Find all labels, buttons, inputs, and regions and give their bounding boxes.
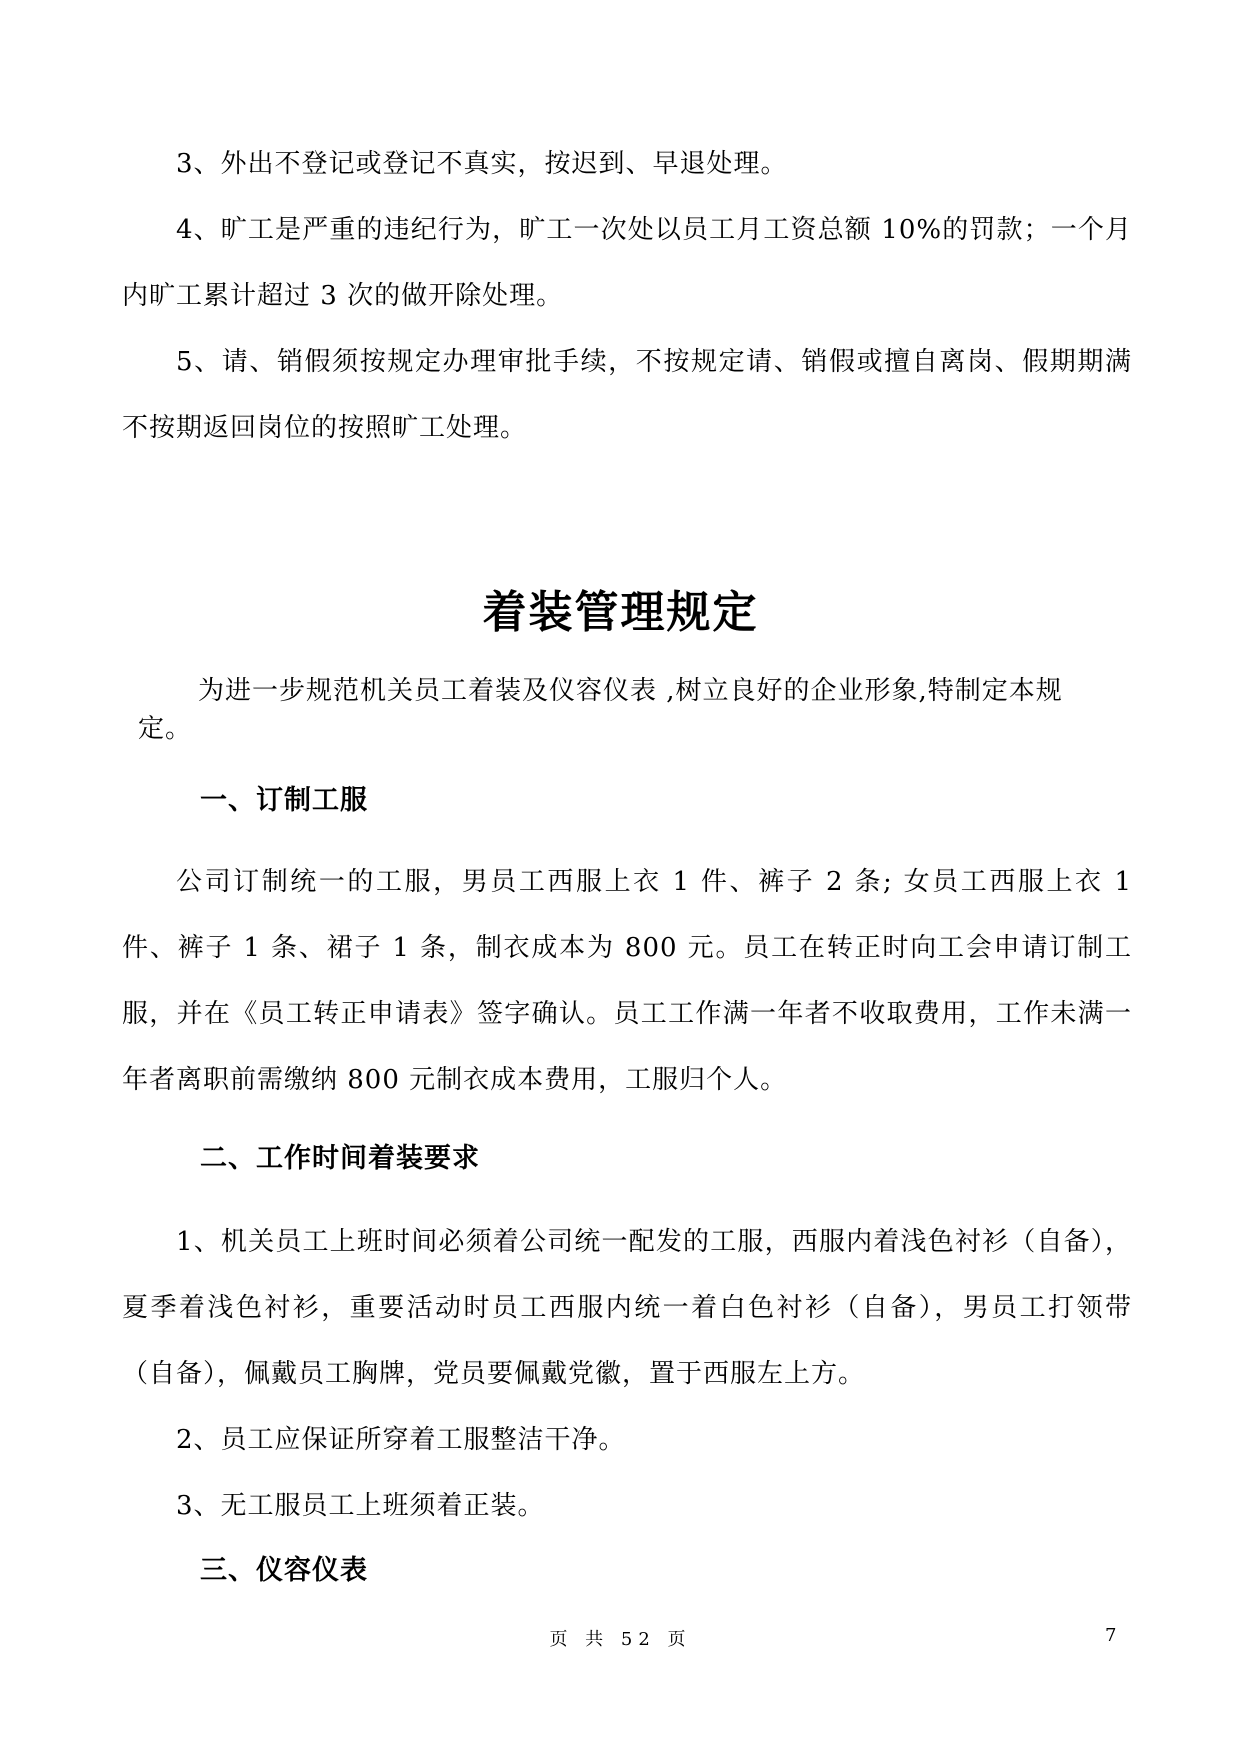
section1-body xyxy=(122,849,1132,1113)
paragraph: 1、机关员工上班时间必须着公司统一配发的工服，西服内着浅色衬衫（自备），夏季着浅色衬衫，重要活动时员工西服内统一着白色衬衫（自备），男员工打领带（自备），佩戴员工胸牌，党员要佩戴党徽，置于西服左上方。 xyxy=(122,1227,1132,1389)
page-footer: 页 共 52 页 xyxy=(549,1629,692,1650)
section-heading: 二、工作时间着装要求 xyxy=(200,1143,480,1174)
paragraph: 2、员工应保证所穿着工服整洁干净。 xyxy=(176,1425,626,1455)
page-number: 7 xyxy=(1105,1625,1117,1646)
intro-paragraph: 为进一步规范机关员工着装及仪容仪表 ,树立良好的企业形象,特制定本规定。 xyxy=(138,676,1063,744)
document-title: 着装管理规定 xyxy=(482,587,759,638)
section-heading: 三、仪容仪表 xyxy=(200,1555,368,1586)
section2-body xyxy=(122,1209,1132,1539)
paragraph: 4、旷工是严重的违纪行为，旷工一次处以员工月工资总额 10%的罚款；一个月内旷工累计超过 3 次的做开除处理。 xyxy=(122,215,1132,311)
top-paragraphs xyxy=(122,131,1132,461)
paragraph: 3、无工服员工上班须着正装。 xyxy=(176,1491,545,1521)
paragraph: 3、外出不登记或登记不真实，按迟到、早退处理。 xyxy=(176,149,788,179)
section-heading: 一、订制工服 xyxy=(200,785,368,816)
paragraph: 5、请、销假须按规定办理审批手续，不按规定请、销假或擅自离岗、假期期满不按期返回岗位的按照旷工处理。 xyxy=(122,347,1132,443)
paragraph: 公司订制统一的工服，男员工西服上衣 1 件、裤子 2 条; 女员工西服上衣 1 件、裤子 1 条、裙子 1 条，制衣成本为 800 元。员工在转正时向工会申请订制工服，并在《员工转正申请表》签字确认。员工工作满一年者不收取费用，工作未满一年者离职前需缴纳 800 元制衣成本费用，工服归个人。 xyxy=(122,867,1132,1095)
